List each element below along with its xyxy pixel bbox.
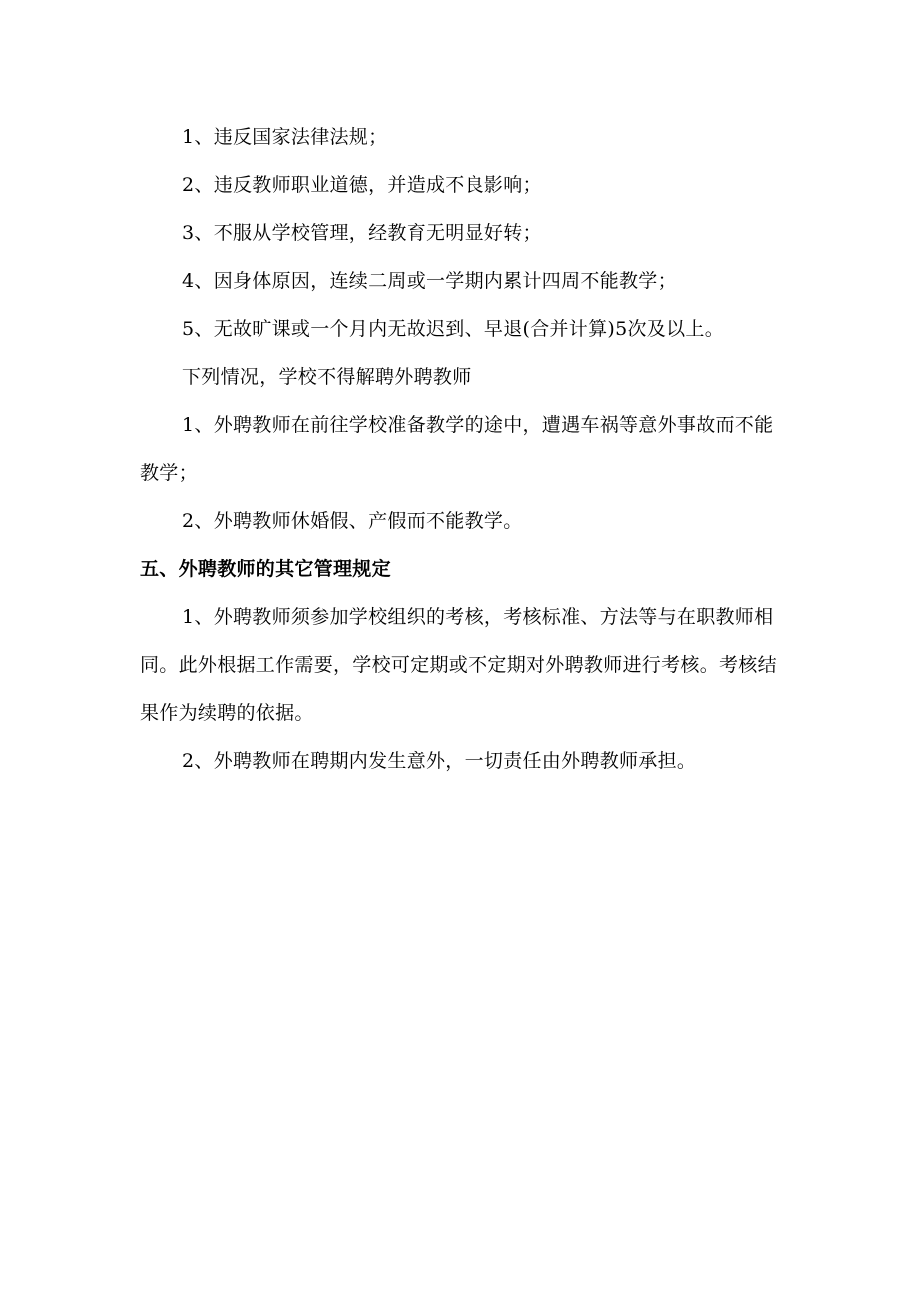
- no-dismissal-intro: 下列情况，学校不得解聘外聘教师: [182, 366, 472, 388]
- no-dismissal-item-2: 2、外聘教师休婚假、产假而不能教学。: [182, 510, 523, 532]
- section-heading: 五、外聘教师的其它管理规定: [140, 558, 391, 580]
- document-body: [140, 113, 790, 785]
- dismissal-item-4: 4、因身体原因，连续二周或一学期内累计四周不能教学；: [182, 270, 677, 292]
- dismissal-item-5: 5、无故旷课或一个月内无故迟到、早退(合并计算)5次及以上。: [182, 318, 725, 340]
- dismissal-item-1: 1、违反国家法律法规；: [182, 126, 388, 148]
- section-item-1: 1、外聘教师须参加学校组织的考核，考核标准、方法等与在职教师相同。此外根据工作需要，学校可定期或不定期对外聘教师进行考核。考核结果作为续聘的依据。: [140, 606, 777, 724]
- section-item-2: 2、外聘教师在聘期内发生意外，一切责任由外聘教师承担。: [182, 750, 697, 772]
- no-dismissal-item-1: 1、外聘教师在前往学校准备教学的途中，遭遇车祸等意外事故而不能教学；: [140, 414, 774, 484]
- dismissal-item-3: 3、不服从学校管理，经教育无明显好转；: [182, 222, 542, 244]
- dismissal-item-2: 2、违反教师职业道德，并造成不良影响；: [182, 174, 542, 196]
